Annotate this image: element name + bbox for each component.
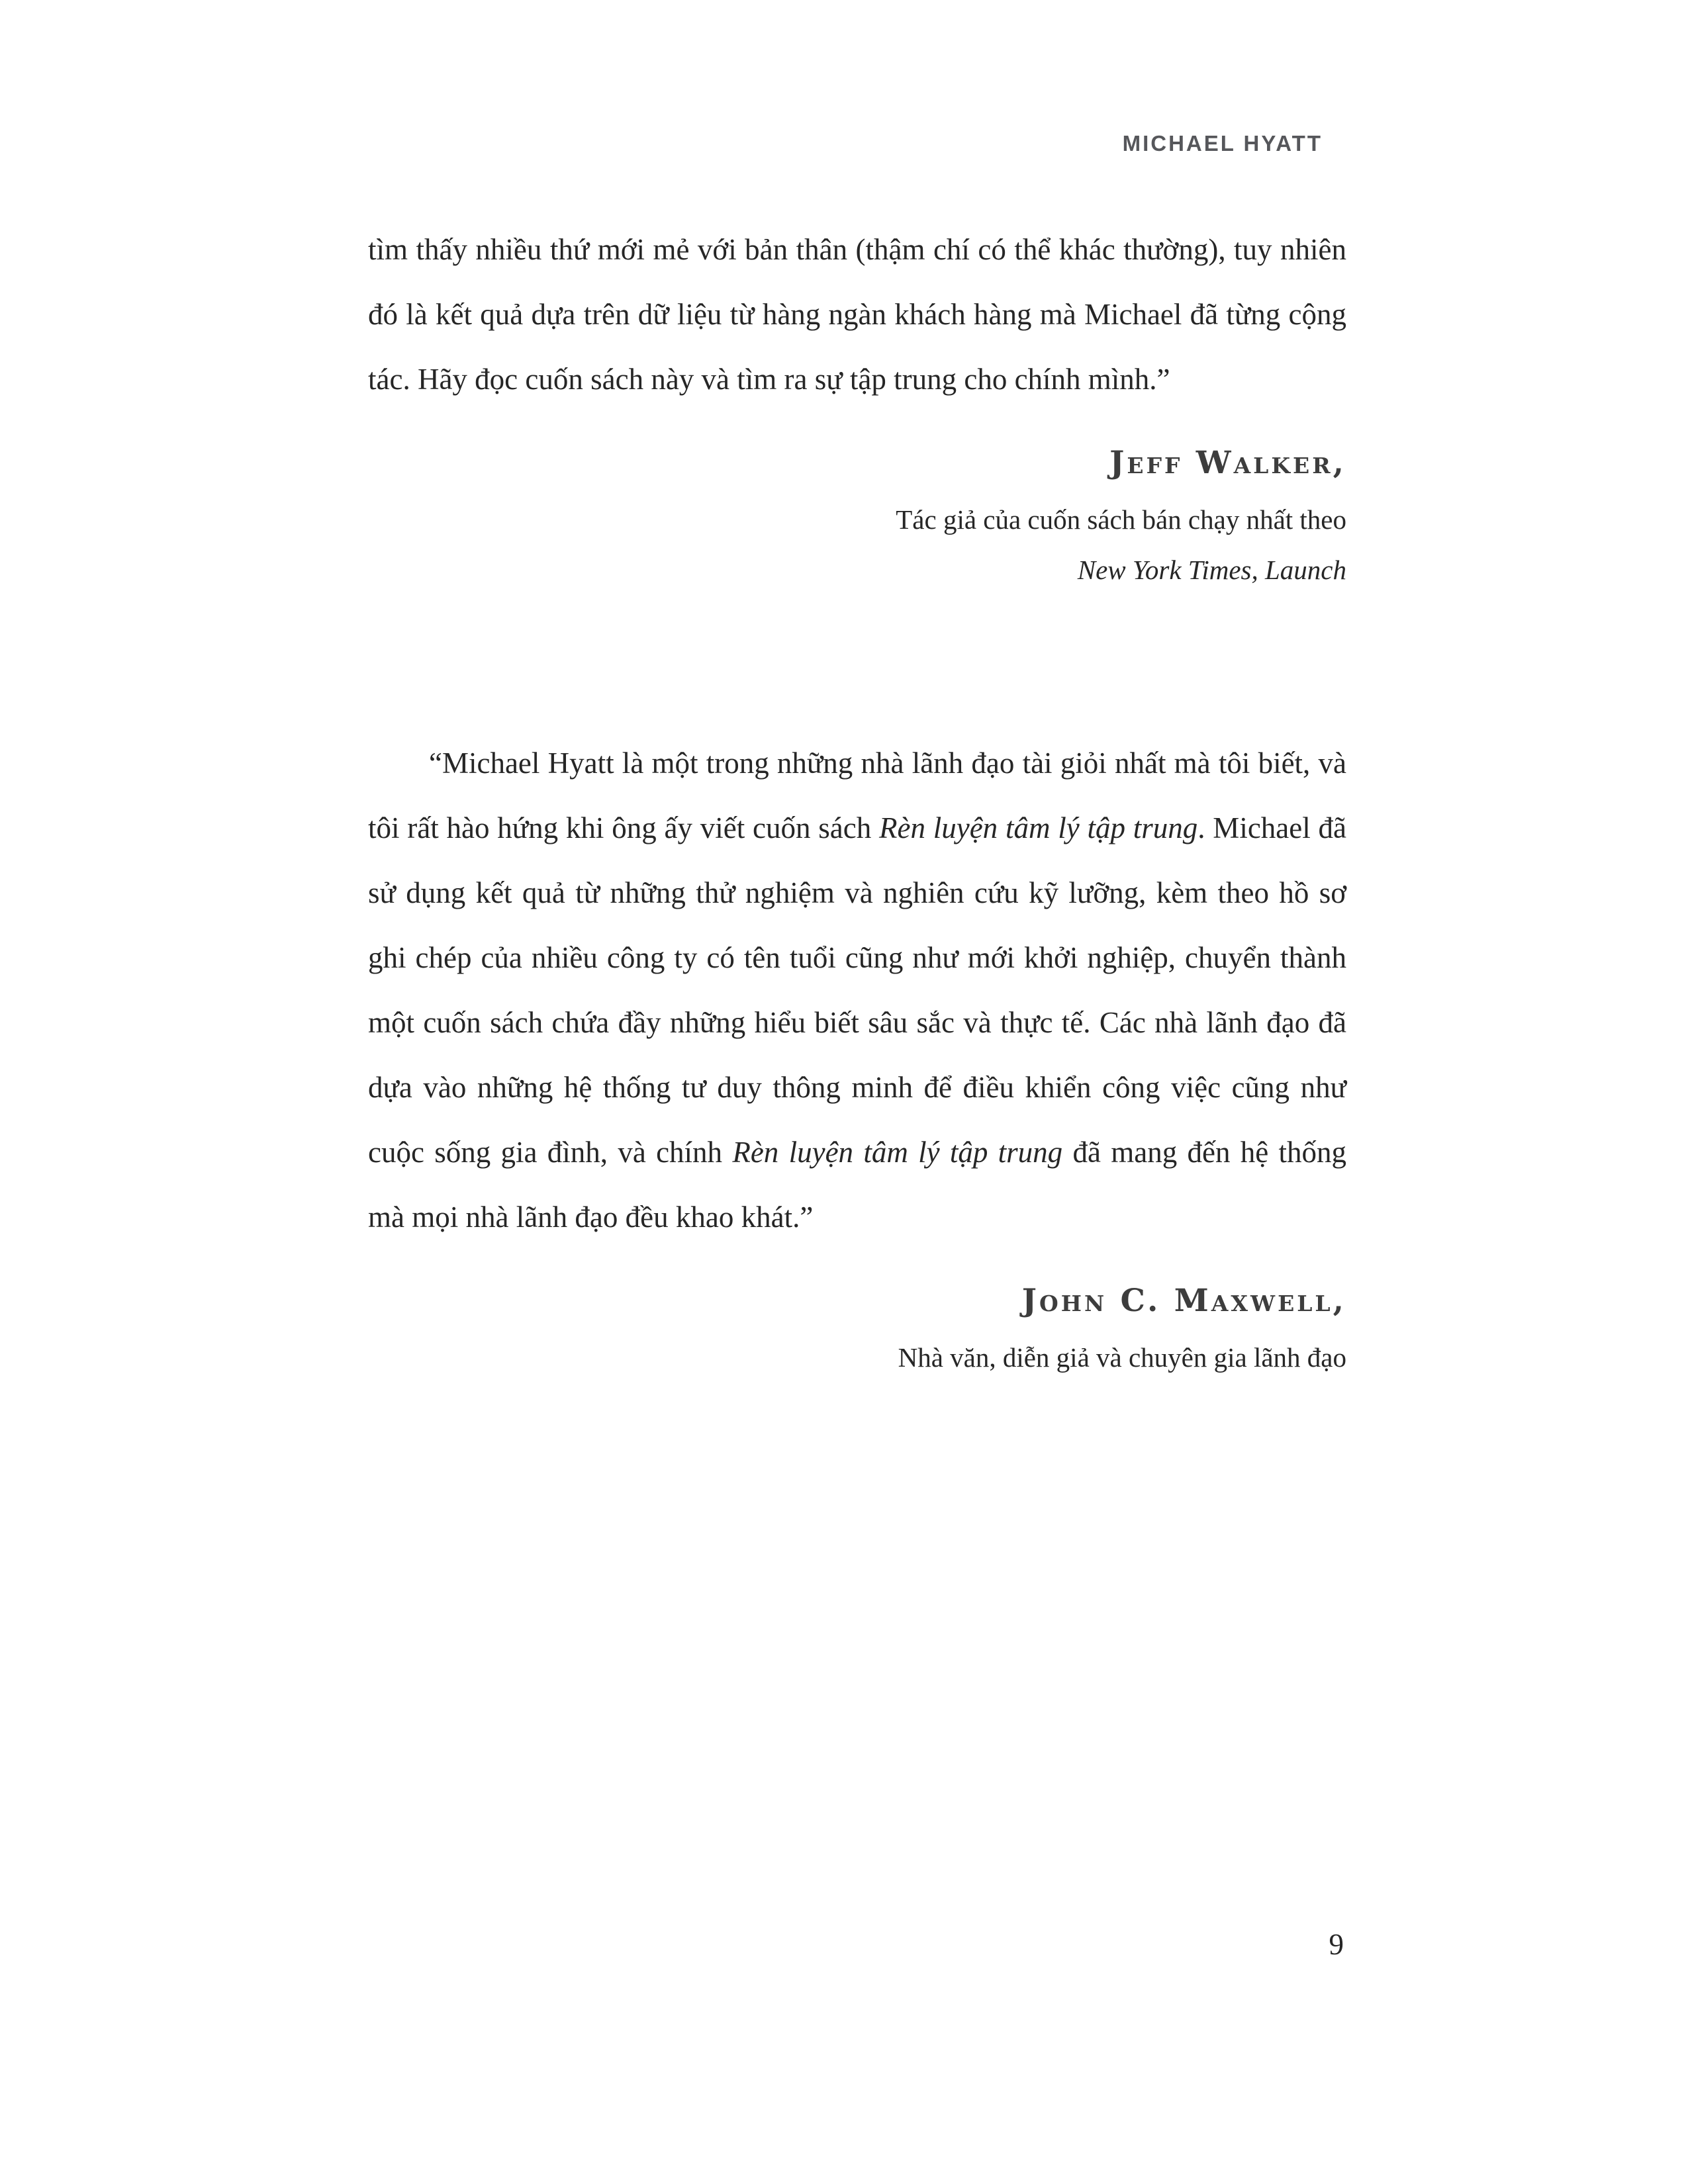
running-header: MICHAEL HYATT	[1122, 131, 1323, 156]
attribution-detail-line-1: Tác giả của cuốn sách bán chạy nhất theo	[896, 504, 1346, 535]
endorsement-quote-1: tìm thấy nhiều thứ mới mẻ với bản thân (thậm chí có thể khác thường), tuy nhiên đó là kết quả dựa trên dữ liệu từ hàng ngàn khách hàng mà Michael đã từng cộng tác. Hãy đọc cuốn sách này và tìm ra sự tập trung cho chính mình.”	[368, 233, 1346, 396]
page-number: 9	[1329, 1928, 1344, 1961]
attribution-detail-line-2: New York Times, Launch	[1077, 555, 1346, 585]
attribution-name-john-c-maxwell: John C. Maxwell,	[1021, 1283, 1346, 1319]
attribution-detail-maxwell: Nhà văn, diễn giả và chuyên gia lãnh đạo	[898, 1342, 1346, 1373]
page-content	[368, 131, 1346, 1383]
attribution-name-jeff-walker: Jeff Walker,	[1109, 445, 1346, 481]
endorsement-quote-2: “Michael Hyatt là một trong những nhà lãnh đạo tài giỏi nhất mà tôi biết, và tôi rất hào hứng khi ông ấy viết cuốn sách Rèn luyện tâm lý tập trung. Michael đã sử dụng kết quả từ những thử nghiệm và nghiên cứu kỹ lưỡng, kèm theo hồ sơ ghi chép của nhiều công ty có tên tuổi cũng như mới khởi nghiệp, chuyển thành một cuốn sách chứa đầy những hiểu biết sâu sắc và thực tế. Các nhà lãnh đạo đã dựa vào những hệ thống tư duy thông minh để điều khiển công việc cũng như cuộc sống gia đình, và chính Rèn luyện tâm lý tập trung đã mang đến hệ thống mà mọi nhà lãnh đạo đều khao khát.”	[368, 747, 1346, 1234]
